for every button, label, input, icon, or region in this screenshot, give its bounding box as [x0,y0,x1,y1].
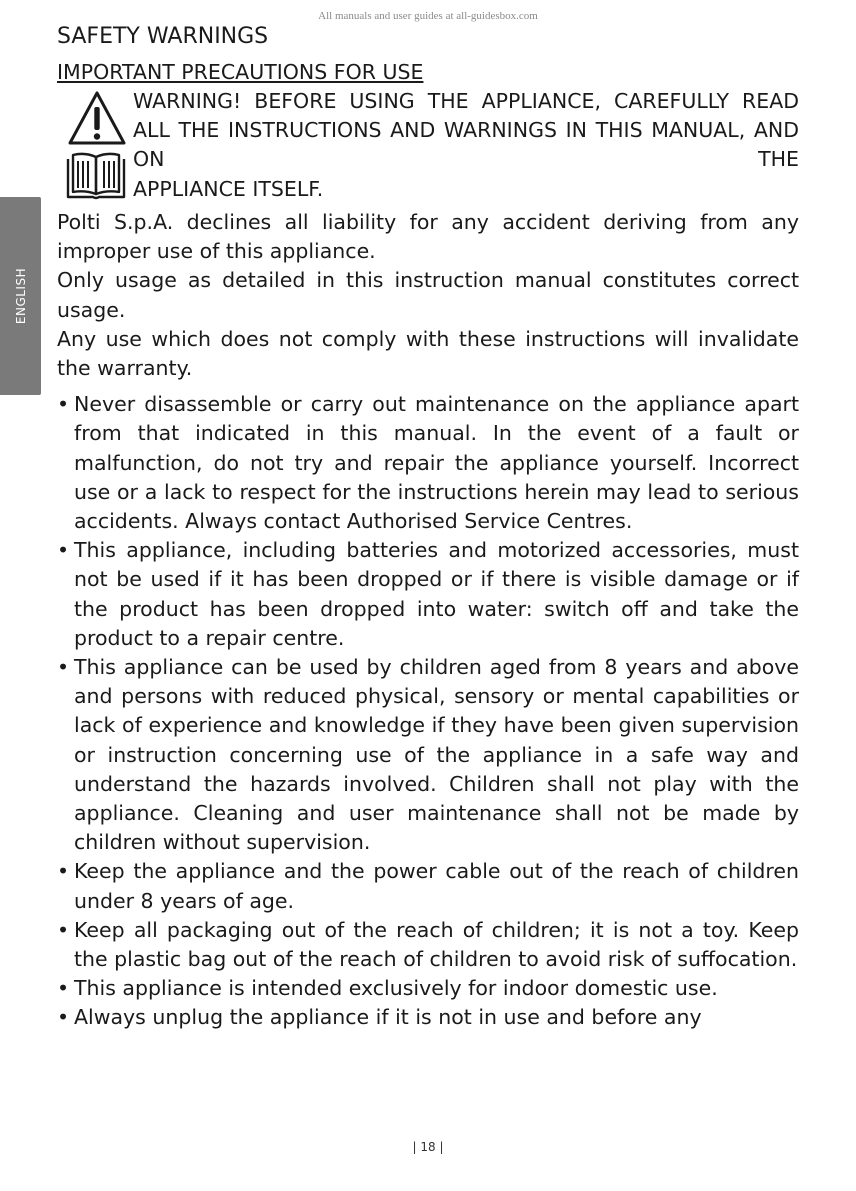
language-tab-label: ENGLISH [13,267,28,325]
list-item: • Never disassemble or carry out maintenance on the appliance apart from that indicated in this manual. In the event of a fault or malfunction, do not try and repair the appliance yourself. Incorrect use or a lack to respect for the instructions herein may lead to serious accidents. Always contact Authorised Service Centres. [57,390,799,536]
warning-block [57,87,799,205]
safety-bullet-list [57,390,799,1032]
warning-triangle-icon [67,89,127,147]
section-subtitle: IMPORTANT PRECAUTIONS FOR USE [57,60,424,84]
list-item: • This appliance is intended exclusively for indoor domestic use. [57,974,799,1003]
list-item: • Keep the appliance and the power cable out of the reach of children under 8 years of age. [57,857,799,915]
watermark: All manuals and user guides at all-guidesbox.com [318,10,538,22]
manual-book-icon [65,151,127,201]
language-tab [0,197,41,395]
list-item: • This appliance, including batteries and motorized accessories, must not be used if it has been dropped or if there is visible damage or if the product has been dropped into water: switch off and take the product to a repair centre. [57,536,799,653]
list-item: • Always unplug the appliance if it is not in use and before any [57,1003,799,1032]
page-number: | 18 | [412,1140,444,1154]
liability-paragraphs [57,208,799,383]
warning-text-last: APPLIANCE ITSELF. [133,176,324,201]
usage-paragraph: Only usage as detailed in this instruction manual constitutes correct usage. [57,268,799,322]
warning-icons [57,87,133,205]
page-content [57,22,799,1033]
list-item: • This appliance can be used by children aged from 8 years and above and persons with reduced physical, sensory or mental capabilities or lack of experience and knowledge if they have been given supervision or instruction concerning use of the appliance in a safe way and understand the hazards involved. Children shall not play with the appliance. Cleaning and user maintenance shall not be made by children without supervision. [57,653,799,857]
warning-text-main: WARNING! BEFORE USING THE APPLIANCE, CAREFULLY READ ALL THE INSTRUCTIONS AND WARNINGS IN THIS MANUAL, AND ON THE [133,89,799,172]
liability-paragraph: Polti S.p.A. declines all liability for any accident deriving from any improper use of this appliance. [57,210,799,264]
list-item: • Keep all packaging out of the reach of children; it is not a toy. Keep the plastic bag out of the reach of children to avoid risk of suffocation. [57,916,799,974]
warranty-paragraph: Any use which does not comply with these instructions will invalidate the warranty. [57,326,799,381]
warning-text [133,87,799,204]
page-title: SAFETY WARNINGS [57,24,269,49]
